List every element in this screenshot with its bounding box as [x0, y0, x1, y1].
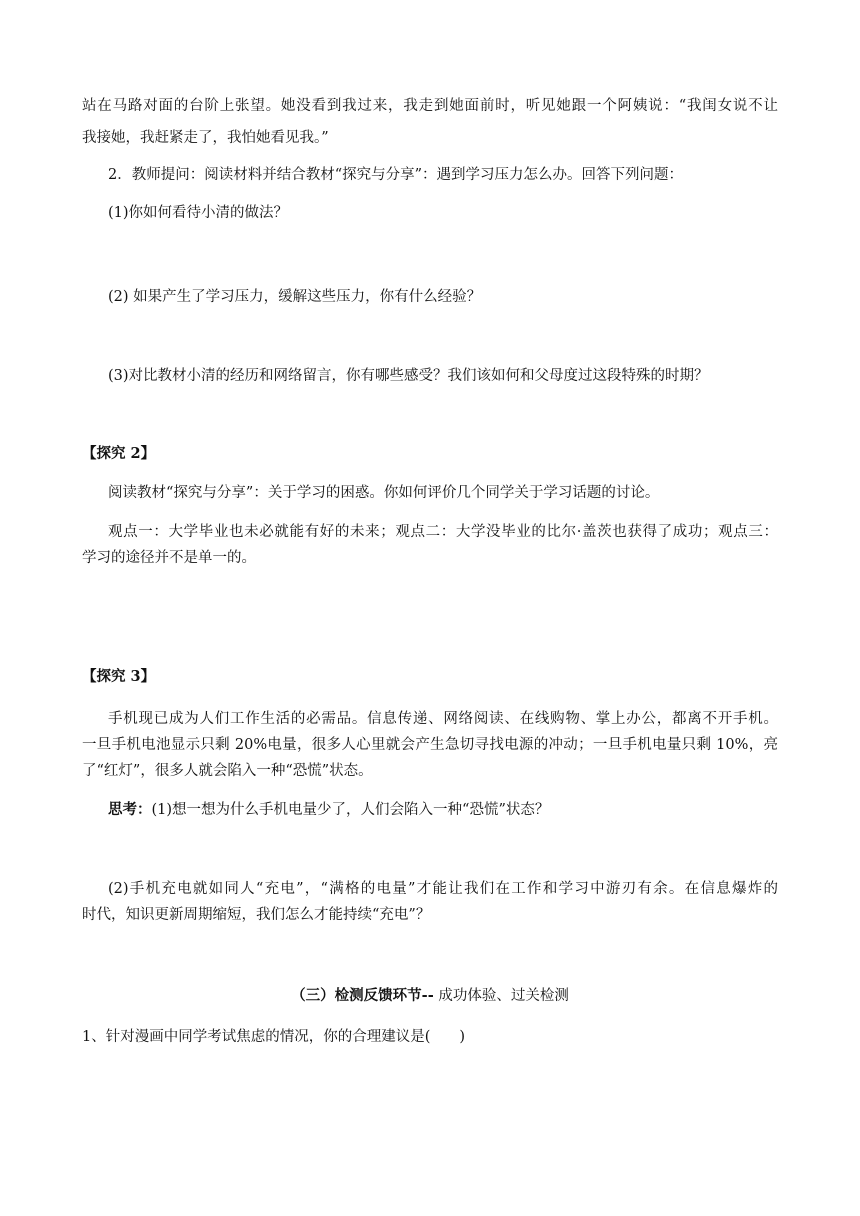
exercise-1: 1、针对漫画中同学考试焦虑的情况，你的合理建议是( )	[82, 1029, 466, 1045]
intro-line-2: 我接她，我赶紧走了，我怕她看见我。”	[82, 130, 329, 146]
question-2-text: 阅读材料并结合教材“探究与分享”：遇到学习压力怎么办。回答下列问题：	[204, 167, 684, 183]
section-3-title-bold: （三）检测反馈环节--	[291, 987, 434, 1004]
intro-line-1: 站在马路对面的台阶上张望。她没看到我过来，我走到她面前时，听见她跟一个阿姨说：“我闺女说不让	[82, 98, 778, 114]
think-question-2-line-2: 时代，知识更新周期缩短，我们怎么才能持续“充电”？	[82, 907, 431, 923]
explore-2-heading: 【探究 2】	[82, 445, 156, 462]
explore-2-text: 阅读教材“探究与分享”：关于学习的困惑。你如何评价几个同学关于学习话题的讨论。	[108, 485, 660, 501]
explore-3-paragraph-line-3: 了“红灯”，很多人就会陷入一种“恐慌”状态。	[82, 763, 373, 779]
think-question-2-line-1: (2)手机充电就如同人“充电”，“满格的电量”才能让我们在工作和学习中游刃有余。在信息爆炸的	[108, 881, 778, 897]
think-label: 思考：	[108, 801, 152, 818]
question-2-sub-2: (2) 如果产生了学习压力，缓解这些压力，你有什么经验？	[108, 289, 482, 305]
question-2-sub-1: (1)你如何看待小清的做法？	[108, 205, 289, 221]
explore-3-think	[108, 800, 549, 820]
question-2-label: 2．教师提问：	[108, 167, 205, 183]
think-question-1: (1)想一想为什么手机电量少了，人们会陷入一种“恐慌”状态？	[151, 802, 550, 818]
explore-2-views-line-2: 学习的途径并不是单一的。	[82, 550, 256, 566]
explore-3-heading: 【探究 3】	[82, 668, 156, 685]
question-2-prompt	[108, 165, 683, 185]
section-3-title-rest: 成功体验、过关检测	[433, 988, 569, 1004]
explore-2-views-line-1: 观点一：大学毕业也未必就能有好的未来；观点二：大学没毕业的比尔·盖茨也获得了成功；观点三：	[108, 524, 778, 540]
section-3-title	[0, 986, 860, 1006]
explore-3-paragraph-line-1: 手机现已成为人们工作生活的必需品。信息传递、网络阅读、在线购物、掌上办公，都离不开手机。	[108, 711, 778, 727]
question-2-sub-3: (3)对比教材小清的经历和网络留言，你有哪些感受？我们该如何和父母度过这段特殊的时期？	[108, 368, 709, 384]
explore-3-paragraph-line-2: 一旦手机电池显示只剩 20%电量，很多人心里就会产生急切寻找电源的冲动；一旦手机电量只剩 10%，亮	[82, 737, 778, 753]
